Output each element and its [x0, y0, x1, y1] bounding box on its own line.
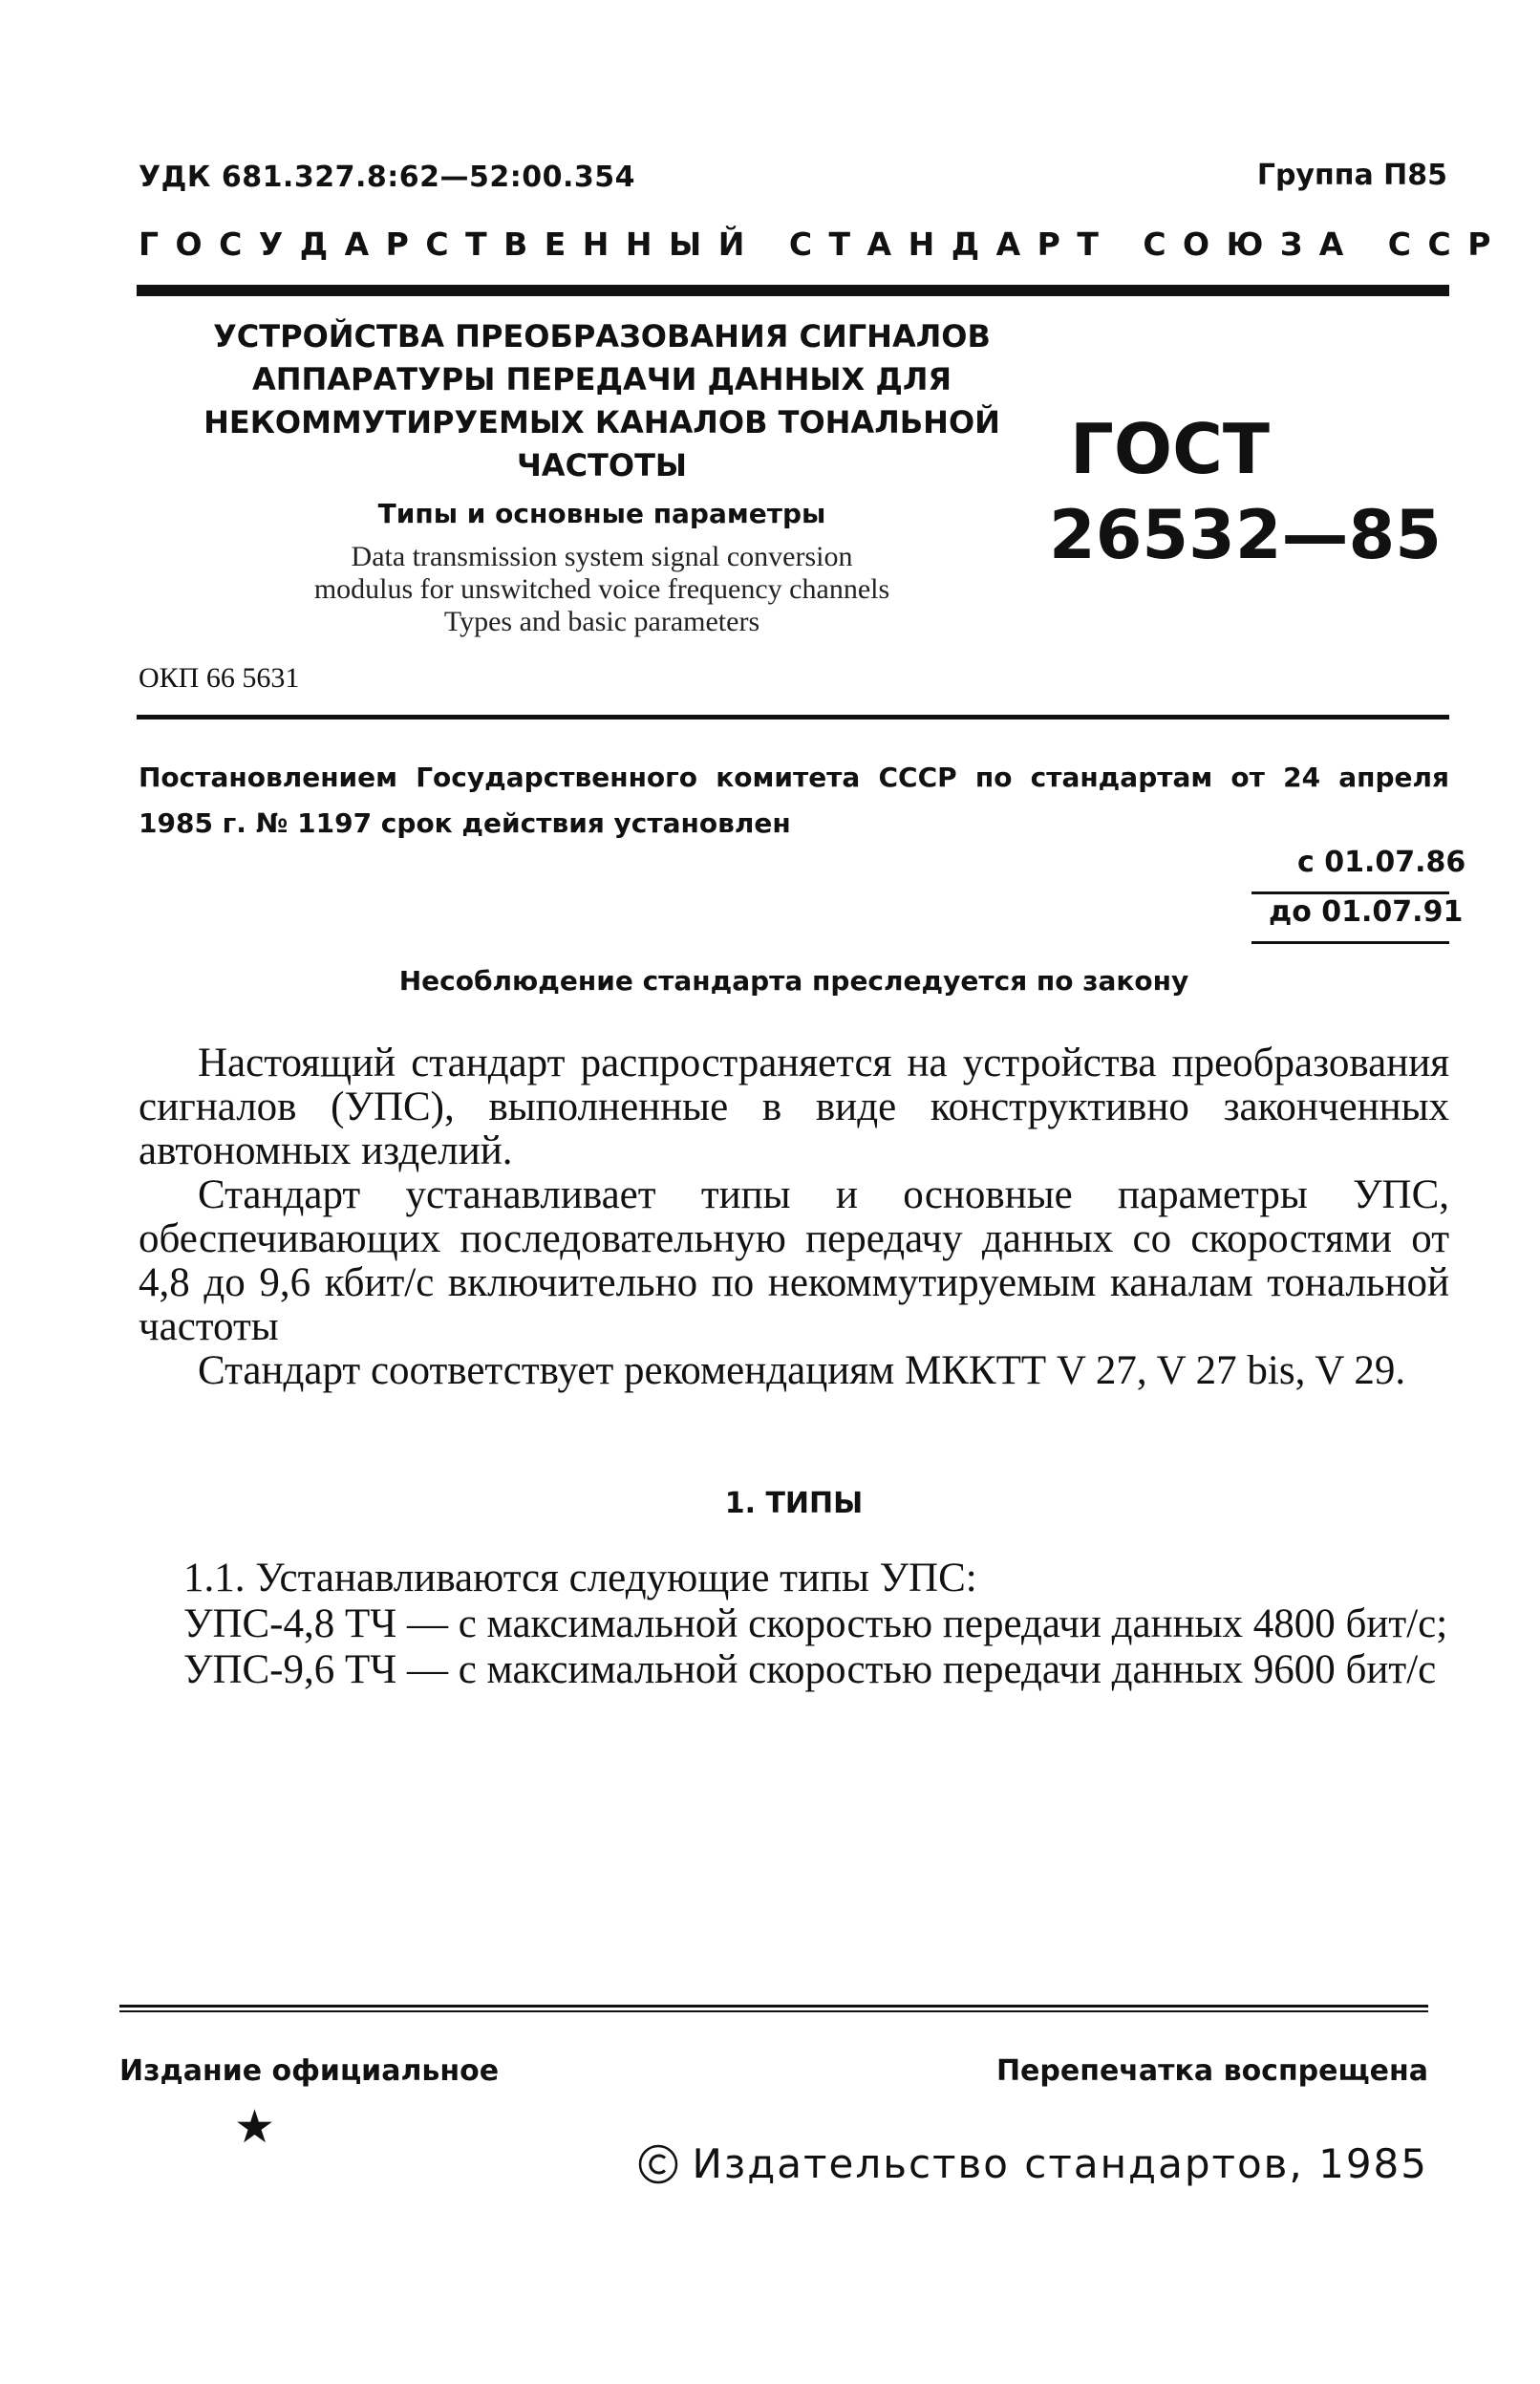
middle-rule [137, 715, 1449, 719]
udk-code: УДК 681.327.8:62—52:00.354 [139, 161, 635, 194]
title-line: ЧАСТОТЫ [516, 447, 688, 483]
standard-banner: ГОСУДАРСТВЕННЫЙ СТАНДАРТ СОЮЗА ССР [139, 226, 1508, 263]
effective-from-date: с 01.07.86 [1297, 846, 1466, 879]
top-rule [137, 285, 1449, 296]
title-en-line: modulus for unswitched voice frequency channels [313, 573, 890, 605]
publisher-text: Издательство стандартов, 1985 [692, 2140, 1428, 2187]
decree-text: Постановлением Государственного комитета СССР по стандартам от 24 апреля 1985 г. № 1197 срок действия установлен [139, 762, 1449, 839]
paragraph: 1.1. Устанавливаются следующие типы УПС: [183, 1556, 977, 1600]
types-section [124, 1556, 1449, 1693]
footer-rule [119, 2010, 1428, 2012]
footer-rule [119, 2005, 1428, 2008]
paragraph: Настоящий стандарт распространяется на устройства преобразования сигналов (УПС), выполненные в виде конструктивно законченных автономных изделий. [139, 1041, 1449, 1173]
gost-number: 26532—85 [1049, 496, 1442, 574]
date-rule [1251, 941, 1449, 944]
subtitle-russian: Типы и основные параметры [377, 498, 826, 529]
title-line: АППАРАТУРЫ ПЕРЕДАЧИ ДАННЫХ ДЛЯ [251, 361, 952, 397]
copyright-line [637, 2140, 1428, 2187]
title-block [191, 315, 1013, 638]
copyright-icon [637, 2143, 679, 2185]
title-line: НЕКОММУТИРУЕМЫХ КАНАЛОВ ТОНАЛЬНОЙ [203, 404, 1000, 440]
title-english [191, 541, 1013, 638]
okp-code: ОКП 66 5631 [139, 662, 300, 694]
intro-body [139, 1042, 1449, 1393]
date-rule [1251, 891, 1449, 894]
group-code: Группа П85 [1256, 159, 1447, 192]
title-en-line: Data transmission system signal conversion [351, 541, 853, 572]
title-russian [191, 315, 1013, 487]
paragraph: УПС-9,6 ТЧ — с максимальной скоростью передачи данных 9600 бит/с [183, 1647, 1437, 1692]
effective-to-date: до 01.07.91 [1269, 895, 1464, 929]
paragraph: УПС-4,8 ТЧ — с максимальной скоростью передачи данных 4800 бит/с; [183, 1601, 1448, 1646]
paragraph: Стандарт соответствует рекомендациям МККТТ V 27, V 27 bis, V 29. [198, 1348, 1406, 1393]
title-en-line: Types and basic parameters [443, 606, 760, 637]
violation-notice: Несоблюдение стандарта преследуется по закону [398, 965, 1189, 997]
paragraph: Стандарт устанавливает типы и основные параметры УПС, обеспечивающих последовательную передачу данных со скоростями от 4,8 до 9,6 кбит/с включительно по некоммутируемым каналам тональной частоты [139, 1172, 1449, 1349]
section-heading: 1. ТИПЫ [724, 1487, 864, 1520]
title-line: УСТРОЙСТВА ПРЕОБРАЗОВАНИЯ СИГНАЛОВ [213, 318, 991, 354]
edition-label: Издание официальное [119, 2054, 500, 2088]
star-icon: ★ [234, 2100, 276, 2154]
reprint-notice: Перепечатка воспрещена [995, 2054, 1428, 2088]
gost-label: ГОСТ [1070, 409, 1271, 489]
